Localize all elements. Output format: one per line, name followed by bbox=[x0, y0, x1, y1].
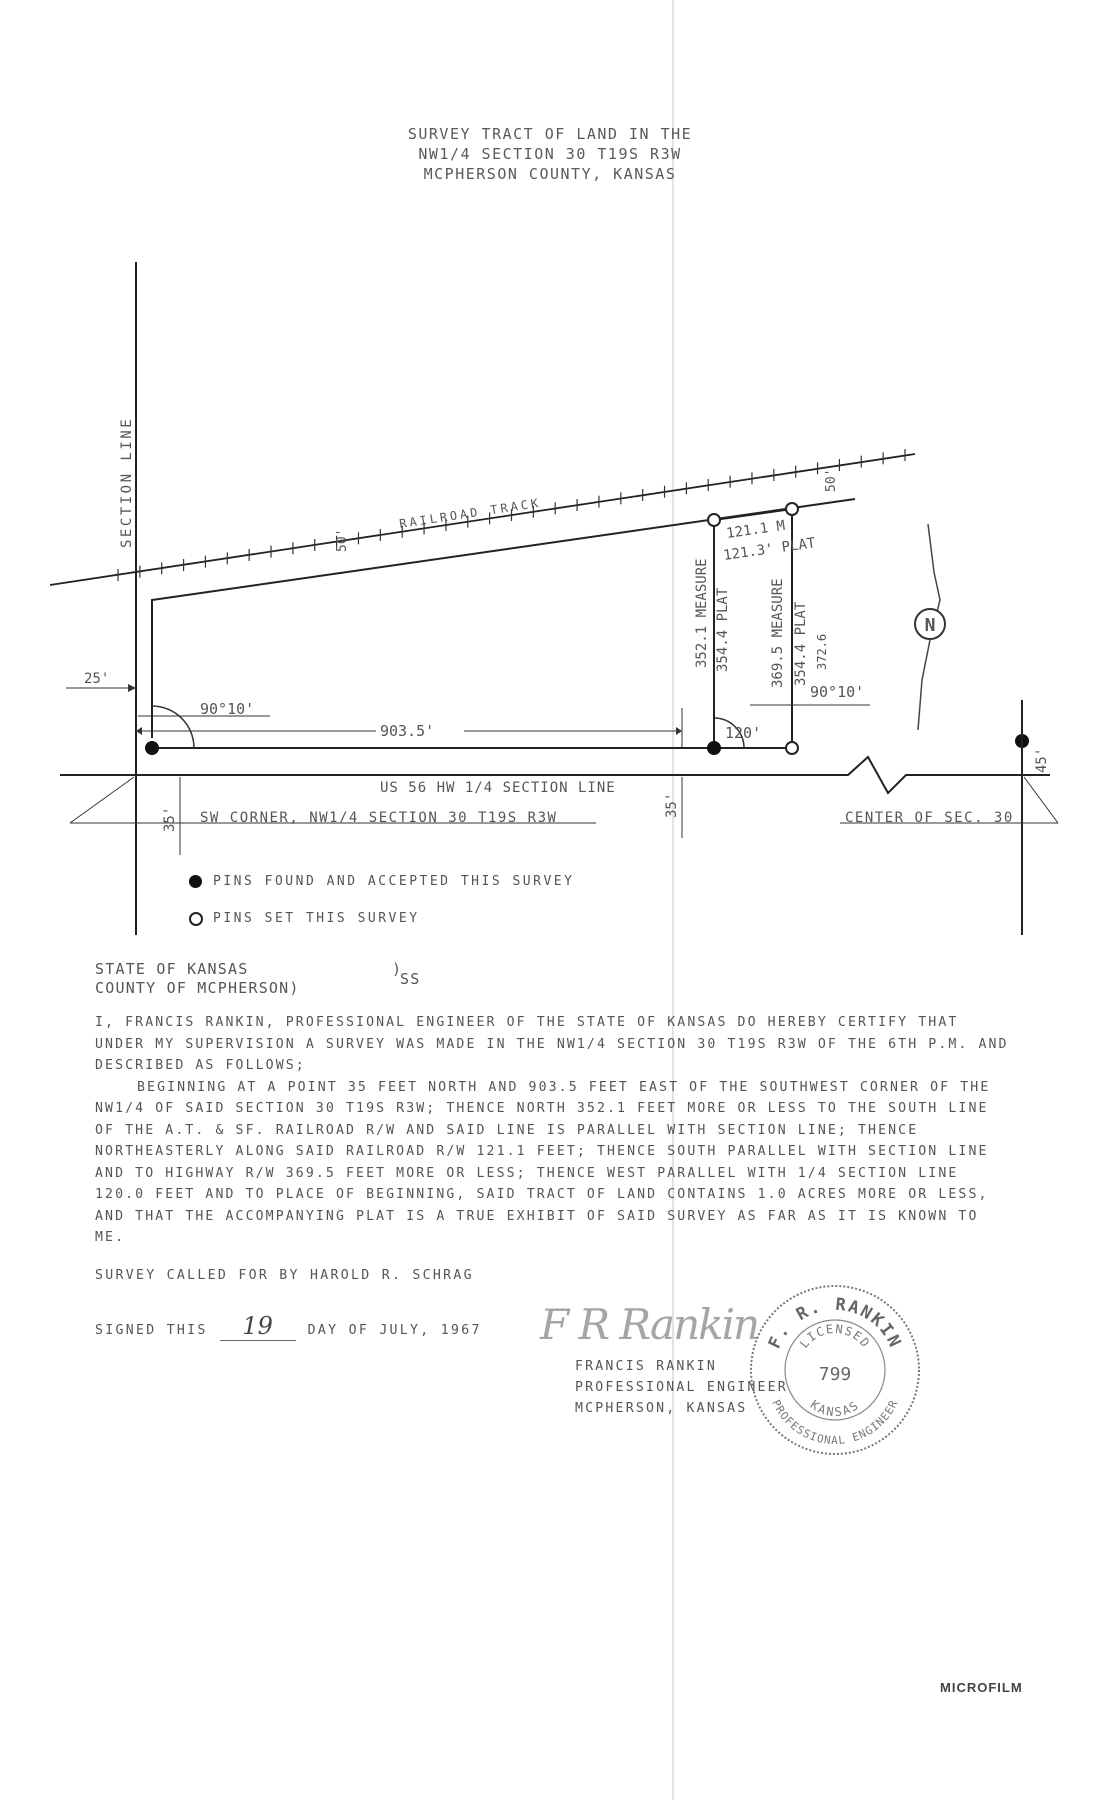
legend-found-text: PINS FOUND AND ACCEPTED THIS SURVEY bbox=[213, 874, 575, 889]
venue-block bbox=[95, 960, 421, 998]
west-measure: 352.1 MEASURE bbox=[694, 558, 710, 668]
engineer-title: PROFESSIONAL ENGINEER bbox=[575, 1380, 788, 1395]
east-plat: 354.4 PLAT bbox=[793, 601, 809, 686]
north-symbol: N bbox=[924, 615, 936, 636]
angle-arc-left bbox=[152, 706, 194, 748]
signed-day: 19 bbox=[220, 1312, 296, 1341]
certificate-paragraph-1: I, FRANCIS RANKIN, PROFESSIONAL ENGINEER OF THE STATE OF KANSAS DO HEREBY CERTIFY THAT UNDER MY SUPERVISION A SURVEY WAS MADE IN THE NW1/4 SECTION 30 T19S R3W OF THE 6TH P.M. AND DESCRIBED AS FOLLOWS; bbox=[95, 1015, 1009, 1073]
venue-paren: ) bbox=[392, 960, 403, 978]
title-line-3: MCPHERSON COUNTY, KANSAS bbox=[423, 165, 677, 183]
engineer-signature: F R Rankin bbox=[540, 1300, 759, 1349]
legend-set bbox=[213, 911, 420, 926]
engineer-location: MCPHERSON, KANSAS bbox=[575, 1401, 748, 1416]
pin-set-icon bbox=[189, 912, 203, 926]
title-line-2: NW1/4 SECTION 30 T19S R3W bbox=[418, 145, 682, 163]
venue-ss: SS bbox=[400, 970, 421, 988]
row-width-left: 50' bbox=[335, 528, 350, 552]
railroad-ties bbox=[118, 449, 905, 581]
offset-35-left: 35' bbox=[162, 806, 178, 832]
railroad-track-label: RAILROAD TRACK bbox=[398, 495, 542, 531]
pin-found-sw bbox=[145, 741, 159, 755]
seal-top: F. R. RANKIN bbox=[764, 1294, 906, 1352]
angle-left: 90°10' bbox=[200, 700, 255, 718]
east-extra: 372.6 bbox=[815, 633, 829, 670]
row-width-right: 50' bbox=[824, 468, 839, 492]
title-line-1: SURVEY TRACT OF LAND IN THE bbox=[407, 125, 693, 143]
engineer-name: FRANCIS RANKIN bbox=[575, 1359, 717, 1374]
east-measure: 369.5 MEASURE bbox=[770, 578, 786, 688]
venue-county: COUNTY OF MCPHERSON) bbox=[95, 979, 300, 997]
offset-25: 25' bbox=[84, 671, 110, 687]
north-width-plat: 121.3' PLAT bbox=[722, 535, 817, 564]
section-line-label: SECTION LINE bbox=[119, 416, 135, 548]
pin-set-se bbox=[786, 742, 798, 754]
south-width: 120' bbox=[725, 724, 762, 742]
certificate-paragraph-2: BEGINNING AT A POINT 35 FEET NORTH AND 903.5 FEET EAST OF THE SOUTHWEST CORNER OF THE NW1/4 OF SAID SECTION 30 T19S R3W; THENCE NORTH 352.1 FEET MORE OR LESS TO THE SOUTH LINE OF THE A.T. & SF. RAILROAD R/W AND SAID LINE IS PARALLEL WITH SECTION LINE; THENCE NORTHEASTERLY ALONG SAID RAILROAD R/W 121.1 FEET; THENCE SOUTH PARALLEL WITH SECTION LINE AND TO HIGHWAY R/W 369.5 FEET MORE OR LESS; THENCE WEST PARALLEL WITH 1/4 SECTION LINE 120.0 FEET AND TO PLACE OF BEGINNING, SAID TRACT OF LAND CONTAINS 1.0 ACRES MORE OR LESS, AND THAT THE ACCOMPANYING PLAT IS A TRUE EXHIBIT OF SAID SURVEY AS FAR AS IT IS KNOWN TO ME. bbox=[95, 1079, 991, 1245]
survey-called-for: SURVEY CALLED FOR BY HAROLD R. SCHRAG bbox=[95, 1268, 474, 1283]
signed-suffix: DAY OF JULY, 1967 bbox=[307, 1323, 482, 1338]
north-width-measure: 121.1 M bbox=[725, 517, 786, 542]
signed-line bbox=[95, 1312, 482, 1341]
center-sec-label: CENTER OF SEC. 30 bbox=[845, 810, 1014, 826]
seal-number: 799 bbox=[818, 1364, 852, 1385]
microfilm-stamp: MICROFILM bbox=[940, 1680, 1023, 1695]
angle-right: 90°10' bbox=[810, 683, 865, 701]
west-plat: 354.4 PLAT bbox=[715, 587, 731, 672]
offset-45: 45' bbox=[1034, 747, 1050, 773]
pin-set-nw bbox=[708, 514, 720, 526]
seal-bottom: PROFESSIONAL ENGINEER bbox=[769, 1397, 901, 1447]
certificate-text bbox=[95, 1012, 1015, 1249]
seal-state: KANSAS bbox=[807, 1397, 863, 1420]
legend-set-text: PINS SET THIS SURVEY bbox=[213, 911, 420, 926]
pin-found-icon bbox=[189, 875, 202, 888]
signed-prefix: SIGNED THIS bbox=[95, 1323, 208, 1338]
legend-found bbox=[213, 874, 574, 889]
engineer-seal bbox=[745, 1280, 925, 1460]
railroad-track bbox=[50, 454, 915, 585]
seal-licensed: LICENSED bbox=[796, 1321, 874, 1351]
highway-label: US 56 HW 1/4 SECTION LINE bbox=[380, 780, 616, 796]
venue-state: STATE OF KANSAS bbox=[95, 960, 249, 978]
east-distance: 903.5' bbox=[380, 722, 435, 740]
sw-corner-label: SW CORNER, NW1/4 SECTION 30 T19S R3W bbox=[200, 810, 558, 826]
offset-35-mid: 35' bbox=[664, 792, 680, 818]
pin-found-tract bbox=[707, 741, 721, 755]
pin-set-ne bbox=[786, 503, 798, 515]
